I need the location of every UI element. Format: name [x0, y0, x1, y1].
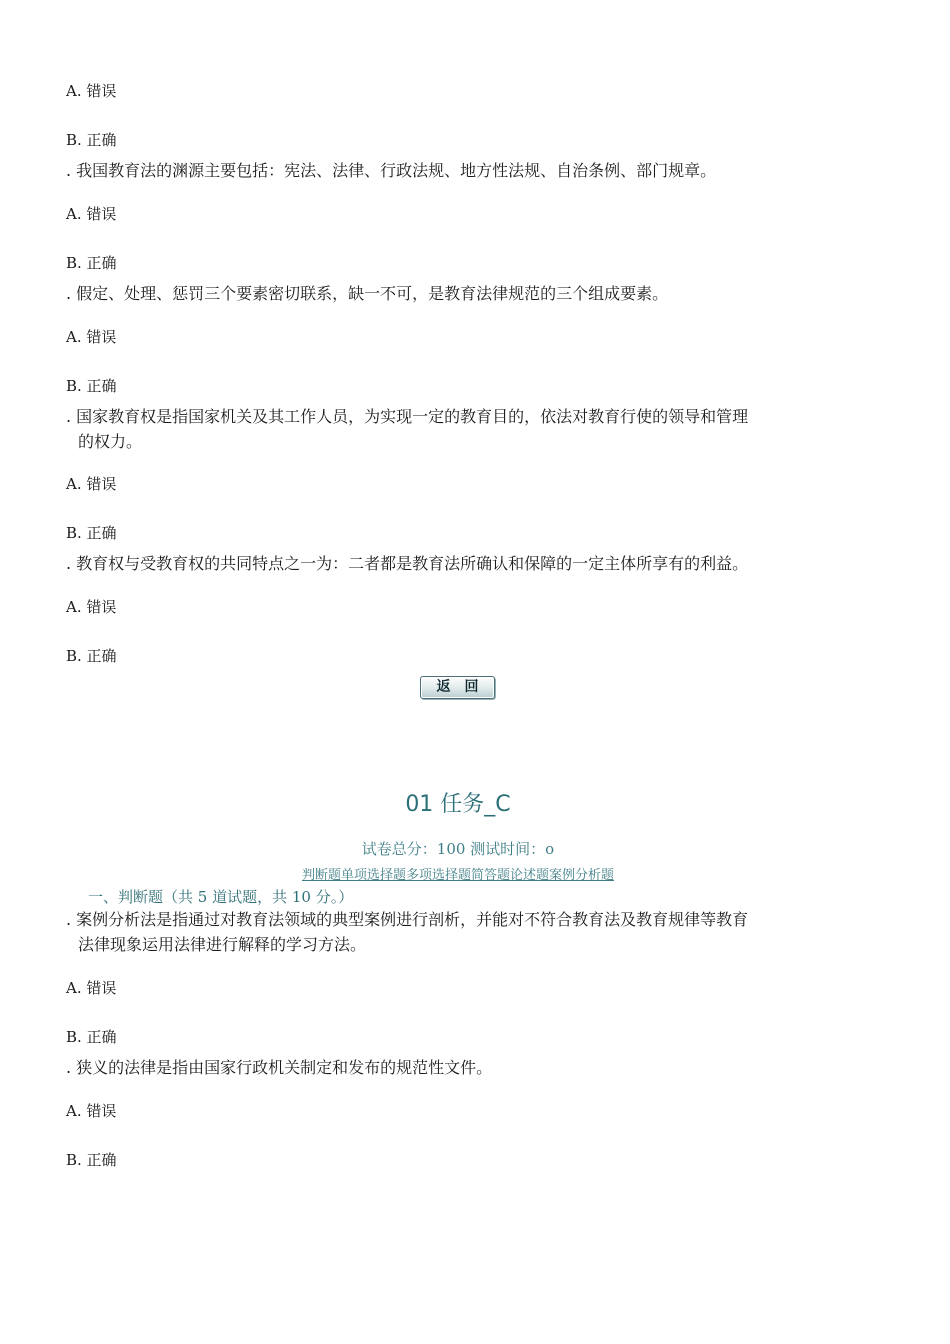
option-a[interactable]: A. 错误 — [66, 205, 117, 223]
option-b[interactable]: B. 正确 — [66, 254, 117, 272]
question-line: . 案例分析法是指通过对教育法领域的典型案例进行剖析，并能对不符合教育法及教育规律等教育 — [66, 910, 749, 929]
section-heading: 一、判断题（共 5 道试题，共 10 分。） — [88, 888, 354, 906]
question-line: 的权力。 — [78, 432, 143, 451]
option-a[interactable]: A. 错误 — [66, 82, 117, 100]
question-line: 法律现象运用法律进行解释的学习方法。 — [78, 935, 367, 954]
question-text: . 我国教育法的渊源主要包括：宪法、法律、行政法规、地方性法规、自治条例、部门规章。 — [66, 161, 717, 180]
option-b[interactable]: B. 正确 — [66, 524, 117, 542]
question-type-nav — [0, 864, 916, 883]
exam-meta: 试卷总分：100 测试时间：o — [361, 840, 555, 858]
option-a[interactable]: A. 错误 — [66, 1102, 117, 1120]
return-button[interactable]: 返回 — [420, 676, 495, 699]
question-type-link[interactable]: 判断题单项选择题多项选择题简答题论述题案例分析题 — [301, 868, 614, 883]
question-text: . 教育权与受教育权的共同特点之一为：二者都是教育法所确认和保障的一定主体所享有的利益。 — [66, 554, 749, 573]
question-line: . 国家教育权是指国家机关及其工作人员，为实现一定的教育目的，依法对教育行使的领导和管理 — [66, 407, 749, 426]
option-b[interactable]: B. 正确 — [66, 131, 117, 149]
option-a[interactable]: A. 错误 — [66, 979, 117, 997]
exam-title: 01 任务_C — [405, 792, 511, 817]
question-text: . 假定、处理、惩罚三个要素密切联系，缺一不可，是教育法律规范的三个组成要素。 — [66, 284, 669, 303]
option-b[interactable]: B. 正确 — [66, 1028, 117, 1046]
question-text — [66, 907, 806, 957]
option-b[interactable]: B. 正确 — [66, 377, 117, 395]
question-text — [66, 404, 806, 454]
option-a[interactable]: A. 错误 — [66, 475, 117, 493]
option-b[interactable]: B. 正确 — [66, 647, 117, 665]
option-b[interactable]: B. 正确 — [66, 1151, 117, 1169]
question-text: . 狭义的法律是指由国家行政机关制定和发布的规范性文件。 — [66, 1058, 493, 1077]
option-a[interactable]: A. 错误 — [66, 598, 117, 616]
option-a[interactable]: A. 错误 — [66, 328, 117, 346]
